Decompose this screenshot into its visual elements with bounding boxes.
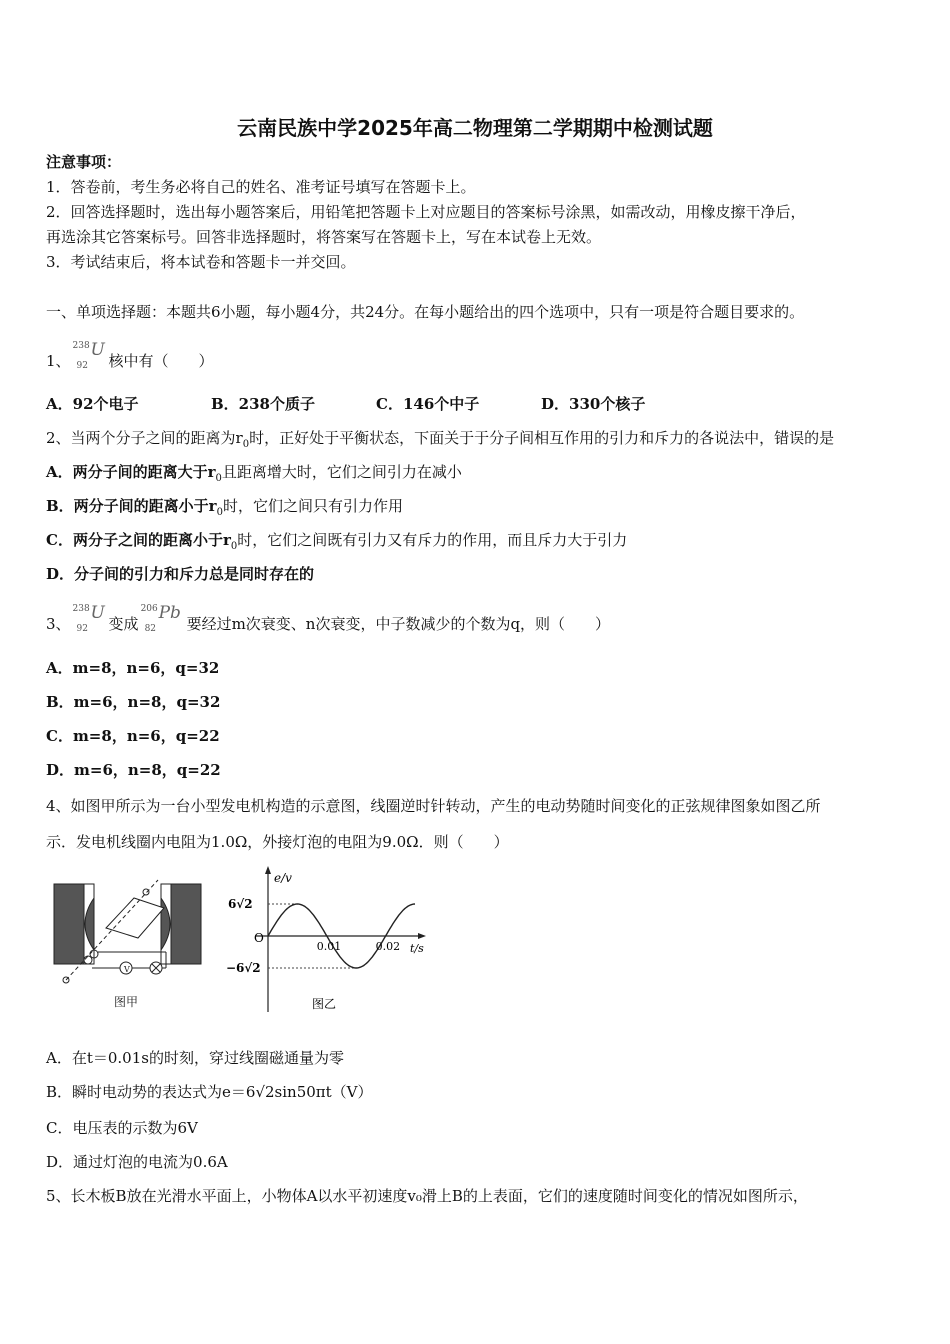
isotope-pb206: 206 82 Pb	[140, 603, 181, 634]
question-number: 1、	[46, 352, 71, 370]
emf-chart	[226, 862, 446, 1022]
option-a[interactable]: A．两分子间的距离大于$r_0$且距离增大时，它们之间引力在减小	[46, 463, 462, 484]
x-label: t/s	[410, 942, 424, 955]
origin-label: O	[254, 931, 264, 945]
option-a[interactable]: A．92个电子	[46, 395, 139, 413]
option-d[interactable]: D．m=6，n=8，q=22	[46, 761, 221, 779]
option-c[interactable]: C．电压表的示数为6V	[46, 1119, 198, 1137]
option-b[interactable]: B．两分子间的距离小于$r_0$时，它们之间只有引力作用	[46, 497, 403, 518]
option-b[interactable]: B．m=6，n=8，q=32	[46, 693, 221, 711]
option-a[interactable]: A．m=8，n=6，q=32	[46, 659, 220, 677]
notice-item: 1．答卷前，考生务必将自己的姓名、准考证号填写在答题卡上。	[46, 178, 476, 196]
option-c[interactable]: C．两分子之间的距离小于$r_0$时，它们之间既有引力又有斥力的作用，而且斥力大于引力	[46, 531, 628, 552]
question-5: 5、长木板B放在光滑水平面上，小物体A以水平初速度v₀滑上B的上表面，它们的速度随时间变化的情况如图所示，	[46, 1187, 808, 1205]
notice-item: 2．回答选择题时，选出每小题答案后，用铅笔把答题卡上对应题目的答案标号涂黑，如需改动，用橡皮擦干净后，	[46, 203, 806, 221]
generator-figure	[46, 868, 216, 1018]
isotope-u238: 238 92 U	[72, 603, 105, 634]
option-c[interactable]: C．m=8，n=6，q=22	[46, 727, 220, 745]
option-c[interactable]: C．146个中子	[376, 395, 480, 413]
x-tick-label: 0.02	[375, 940, 401, 953]
question-4-cont: 示．发电机线圈内电阻为1.0Ω，外接灯泡的电阻为9.0Ω．则（ ）	[46, 833, 509, 851]
q1-options	[46, 394, 706, 414]
x-tick-label: 0.01	[316, 940, 342, 953]
y-label: e/v	[274, 871, 292, 885]
option-d[interactable]: D．330个核子	[541, 395, 646, 413]
question-2: 2、当两个分子之间的距离为$r_0$时，正好处于平衡状态，下面关于于分子间相互作用的引力和斥力的各说法中，错误的是	[46, 429, 835, 450]
notice-item: 3．考试结束后，将本试卷和答题卡一并交回。	[46, 253, 356, 271]
option-d[interactable]: D．通过灯泡的电流为0.6A	[46, 1153, 228, 1171]
option-a[interactable]: A．在t＝0.01s的时刻，穿过线圈磁通量为零	[46, 1049, 344, 1067]
option-b[interactable]: B．238个质子	[211, 395, 315, 413]
question-3: 3、 238 92 U 变成 206 82 Pb 要经过m次衰变、n次衰变，中子数减少的个数为q，则（ ）	[46, 603, 611, 634]
question-1	[46, 340, 214, 371]
option-d[interactable]: D．分子间的引力和斥力总是同时存在的	[46, 565, 315, 583]
section-heading: 一、单项选择题：本题共6小题，每小题4分，共24分。在每小题给出的四个选项中，只有一项是符合题目要求的。	[46, 303, 805, 321]
page-title: 云南民族中学2025年高二物理第二学期期中检测试题	[237, 116, 713, 140]
svg-text:V: V	[124, 965, 130, 974]
isotope-u238: 238 92 U	[72, 340, 105, 371]
option-b[interactable]: B．瞬时电动势的表达式为e＝6√2sin50πt（V）	[46, 1083, 373, 1101]
notice-heading: 注意事项：	[46, 153, 122, 171]
figure-caption: 图乙	[312, 997, 337, 1011]
y-tick-label: −6√2	[226, 961, 261, 975]
figure-caption: 图甲	[114, 995, 139, 1009]
question-4: 4、如图甲所示为一台小型发电机构造的示意图，线圈逆时针转动，产生的电动势随时间变化的正弦规律图象如图乙所	[46, 797, 821, 815]
notice-item: 再选涂其它答案标号。回答非选择题时，将答案写在答题卡上，写在本试卷上无效。	[46, 228, 602, 246]
question-text: 核中有（ ）	[108, 352, 214, 370]
y-tick-label: 6√2	[228, 897, 253, 911]
